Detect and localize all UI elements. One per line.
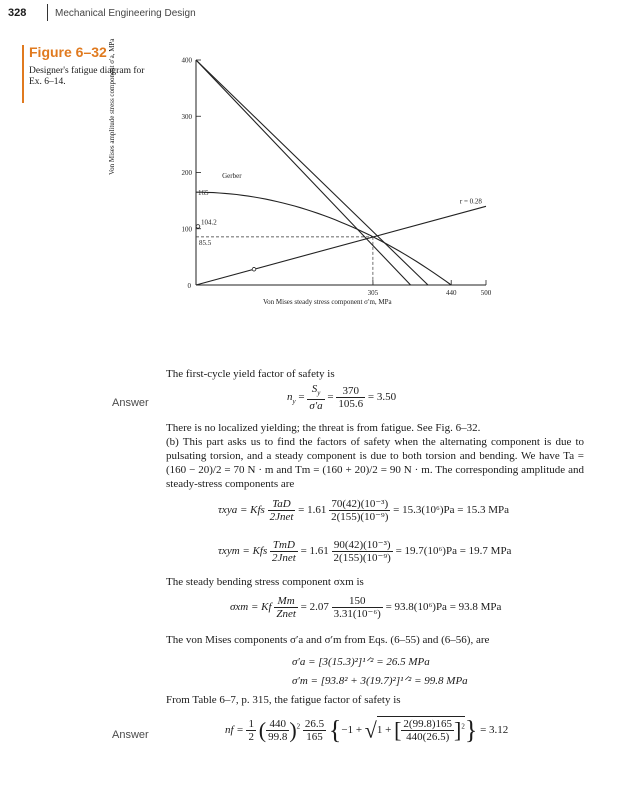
y-tick-label: 400 bbox=[181, 56, 192, 65]
header-divider bbox=[47, 4, 48, 21]
label-gerber: Gerber bbox=[222, 172, 242, 181]
sxm-result: = 93.8(10⁶)Pa = 93.8 MPa bbox=[385, 601, 502, 614]
y-tick-label: 300 bbox=[181, 112, 192, 121]
figure-accent-bar bbox=[22, 45, 24, 103]
sxm-lhs: σxm = Kf bbox=[230, 601, 272, 614]
nf-inner-d: 440(26.5) bbox=[406, 731, 450, 743]
nf-r1d: 99.8 bbox=[268, 731, 288, 743]
x-axis-label: Von Mises steady stress component σ′m, MPa bbox=[263, 298, 392, 306]
fatigue-diagram-chart bbox=[150, 45, 510, 320]
txym-f1d: 2Jnet bbox=[272, 552, 296, 564]
ny-den2: 105.6 bbox=[338, 398, 364, 411]
label-104: 104.2 bbox=[201, 218, 217, 227]
txya-f1d: 2Jnet bbox=[269, 511, 294, 523]
txya-f2d: 2(155)(10⁻⁹) bbox=[331, 511, 389, 523]
nf-r2d: 165 bbox=[306, 731, 323, 743]
nf-equation: nf = $\frac{1}{2}$ ( $\frac{440}{99.8}$ )$^2$ $\frac{26.5}{165}$ {−1 + √1 + [ $\frac{2(99.8)165}{440(26.5)}$ ]$^2$} = 3.12 bbox=[225, 715, 509, 745]
nf-inner-sq: 2 bbox=[461, 722, 465, 731]
nf-lhs: nf = bbox=[225, 724, 244, 737]
intro-text: The first-cycle yield factor of safety is bbox=[166, 368, 335, 380]
x-tick-label: 305 bbox=[367, 289, 379, 297]
para-part-b: (b) This part asks us to find the factors of safety when the alternating component is due to pulsating torsion, and a steady component is due to both torsion and bending. We have Ta = (160 − 20)/2 = 70 N · m and Tm = (160 + 20)/2 = 90 N · m. The corresponding amplitude and steady-stress components are bbox=[166, 436, 584, 490]
nf-sq: 2 bbox=[296, 722, 301, 731]
table-intro: From Table 6–7, p. 315, the fatigue factor of safety is bbox=[166, 694, 401, 706]
para-localized-yielding: There is no localized yielding; the threat is from fatigue. See Fig. 6–32. bbox=[166, 422, 481, 434]
txya-k: = 1.61 bbox=[298, 504, 327, 517]
nf-r2n: 26.5 bbox=[304, 718, 325, 730]
txya-lhs: τxya = Kfs bbox=[218, 504, 265, 517]
txym-result: = 19.7(10⁶)Pa = 19.7 MPa bbox=[395, 545, 512, 558]
label-165: 165 bbox=[198, 189, 209, 198]
sxm-f1n: Mm bbox=[274, 595, 298, 608]
ny-num2: 370 bbox=[336, 385, 365, 398]
load-line bbox=[196, 206, 486, 285]
answer-label-2: Answer bbox=[112, 729, 149, 741]
origin-label: 0 bbox=[187, 282, 191, 290]
page-number: 328 bbox=[8, 7, 27, 19]
steady-bending-intro: The steady bending stress component σxm is bbox=[166, 576, 364, 588]
label-855: 85.5 bbox=[199, 238, 212, 247]
nf-one: 1 + bbox=[376, 724, 395, 737]
tau-xym-equation bbox=[218, 539, 511, 564]
sxm-f1d: Znet bbox=[276, 608, 296, 620]
load-point-marker bbox=[252, 267, 256, 271]
txym-f2n: 90(42)(10⁻³) bbox=[332, 539, 393, 552]
nf-half-n: 1 bbox=[248, 718, 254, 730]
sigma-a-text: σ′a = [3(15.3)²]¹ᐟ² = 26.5 MPa bbox=[292, 656, 430, 668]
txym-lhs: τxym = Kfs bbox=[218, 545, 268, 558]
ny-symbol: n bbox=[287, 391, 293, 404]
ny-sub: y bbox=[292, 397, 296, 406]
sxm-f2d: 3.31(10⁻⁶) bbox=[333, 608, 381, 620]
y-tick-label: 200 bbox=[181, 169, 192, 177]
sxm-k: = 2.07 bbox=[300, 601, 329, 614]
sigma-xm-equation bbox=[230, 595, 501, 620]
tau-xya-equation bbox=[218, 498, 509, 523]
ny-num-sub: y bbox=[317, 389, 321, 398]
ny-equation: $n_y$ = $\frac{S_y}{\sigma'a}$ = $\frac{370}{105.6}$ = 3.50 bbox=[287, 383, 397, 413]
txya-f1n: TaD bbox=[268, 498, 296, 511]
sigma-m-equation bbox=[292, 675, 468, 687]
x-tick-label: 440 bbox=[445, 289, 457, 297]
ny-result: = 3.50 bbox=[367, 391, 397, 404]
figure-label: Figure 6–32 bbox=[29, 44, 107, 60]
txym-k: = 1.61 bbox=[300, 545, 329, 558]
txym-f1n: TmD bbox=[270, 539, 298, 552]
y104-marker bbox=[196, 225, 200, 229]
x-tick-label: 500 bbox=[480, 289, 492, 297]
figure-caption: Designer's fatigue diagram for Ex. 6–14. bbox=[29, 66, 145, 87]
book-title: Mechanical Engineering Design bbox=[55, 8, 196, 19]
sigma-m-text: σ′m = [93.8² + 3(19.7)²]¹ᐟ² = 99.8 MPa bbox=[292, 675, 468, 687]
txya-f2n: 70(42)(10⁻³) bbox=[329, 498, 390, 511]
label-ratio: r = 0.28 bbox=[459, 197, 482, 206]
txym-f2d: 2(155)(10⁻⁹) bbox=[333, 552, 391, 564]
y-axis-label: Von Mises amplitude stress component σ′a, MPa bbox=[108, 38, 116, 175]
nf-r1n: 440 bbox=[266, 718, 289, 731]
nf-result: = 3.12 bbox=[480, 724, 509, 737]
sigma-a-equation bbox=[292, 656, 430, 668]
y-tick-label: 100 bbox=[181, 225, 192, 234]
nf-inner-n: 2(99.8)165 bbox=[403, 718, 452, 730]
txya-result: = 15.3(10⁶)Pa = 15.3 MPa bbox=[393, 504, 510, 517]
ny-num: S bbox=[311, 383, 318, 395]
sxm-f2n: 150 bbox=[332, 595, 383, 608]
von-mises-intro: The von Mises components σ′a and σ′m from Eqs. (6–55) and (6–56), are bbox=[166, 634, 490, 646]
nf-minus-one: −1 + bbox=[341, 724, 365, 737]
nf-half-d: 2 bbox=[248, 731, 254, 743]
answer-label-1: Answer bbox=[112, 397, 149, 409]
ny-den: σ′a bbox=[309, 400, 323, 413]
